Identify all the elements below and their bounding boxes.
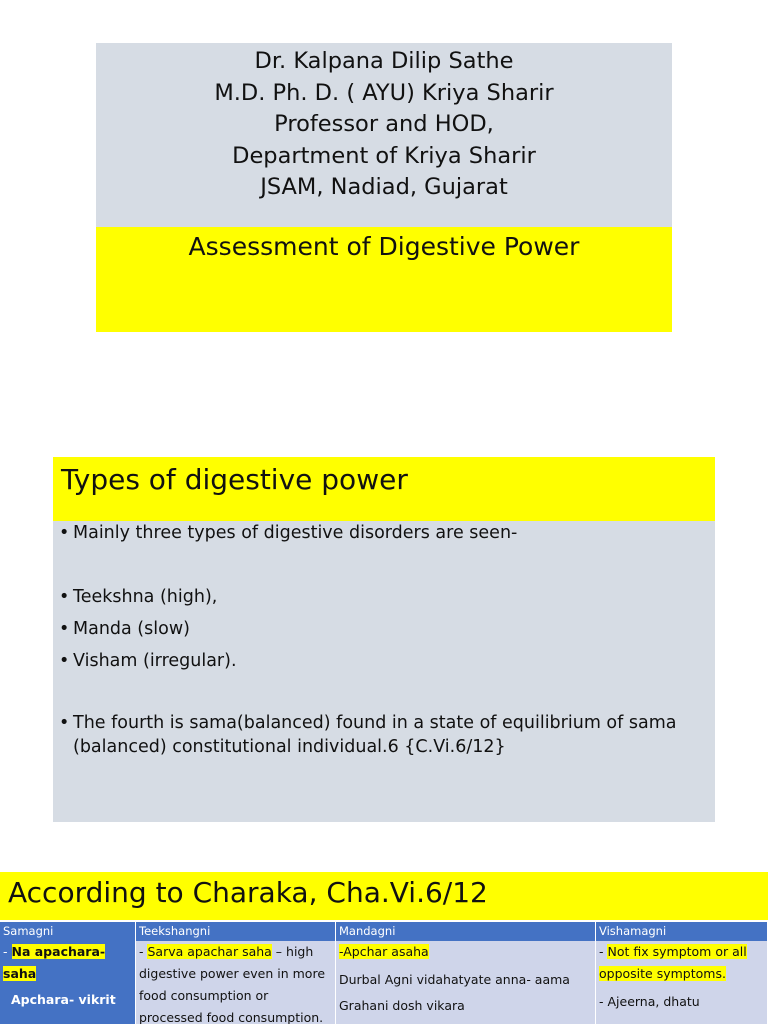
column-mandagni	[336, 922, 596, 1024]
vishamagni-cell	[596, 941, 768, 1024]
dash: -	[3, 944, 8, 959]
title-band	[96, 227, 672, 332]
highlight-text: Na apachara-	[11, 944, 106, 959]
type-text: Teekshna (high),	[73, 587, 218, 607]
intro-text: Mainly three types of digestive disorders are seen-	[73, 523, 518, 543]
samagni-note: Apchara- vikrit	[11, 992, 116, 1007]
fourth-text-line2: (balanced) constitutional individual.6 {C.Vi.6/12}	[73, 737, 506, 757]
bullet-type-1	[59, 585, 217, 609]
author-name: Dr. Kalpana Dilip Sathe	[254, 48, 514, 74]
charaka-header	[0, 872, 768, 920]
bullet-type-3	[59, 649, 237, 673]
bullet-icon: •	[59, 651, 70, 671]
column-header: Teekshangni	[136, 922, 336, 941]
bullet-intro	[59, 521, 517, 545]
cell-text: - Ajeerna, dhatu	[599, 994, 700, 1009]
teekshangni-cell	[136, 941, 336, 1024]
highlight-text: Not fix symptom or all	[607, 944, 747, 959]
author-position: Professor and HOD,	[274, 111, 494, 137]
presentation-title: Assessment of Digestive Power	[188, 232, 580, 261]
bullet-type-2	[59, 617, 190, 641]
highlight-text: opposite symptoms.	[599, 966, 726, 981]
charaka-heading: According to Charaka, Cha.Vi.6/12	[8, 876, 488, 909]
column-header: Mandagni	[336, 922, 596, 941]
cell-text: Grahani dosh vikara	[339, 998, 465, 1013]
column-header: Samagni	[0, 922, 136, 941]
bullet-icon: •	[59, 713, 70, 733]
cell-text: digestive power even in more	[139, 966, 326, 981]
dash: -	[139, 944, 148, 959]
agni-table	[0, 922, 768, 1024]
bullet-icon: •	[59, 619, 70, 639]
types-header	[53, 457, 715, 521]
fourth-continuation	[73, 735, 506, 759]
mandagni-cell	[336, 941, 596, 1024]
column-vishamagni	[596, 922, 768, 1024]
title-slide	[96, 43, 672, 332]
bullet-fourth	[59, 711, 676, 735]
cell-text: food consumption or	[139, 988, 269, 1003]
type-text: Manda (slow)	[73, 619, 190, 639]
author-degree: M.D. Ph. D. ( AYU) Kriya Sharir	[214, 79, 554, 106]
column-teekshangni	[136, 922, 336, 1024]
cell-text: Durbal Agni vidahatyate anna- aama	[339, 972, 570, 987]
fourth-text-line1: The fourth is sama(balanced) found in a state of equilibrium of sama	[73, 713, 677, 733]
types-slide	[53, 457, 715, 822]
types-heading: Types of digestive power	[61, 463, 408, 496]
type-text: Visham (irregular).	[73, 651, 237, 671]
author-institution: JSAM, Nadiad, Gujarat	[260, 174, 508, 200]
author-department: Department of Kriya Sharir	[232, 142, 536, 169]
cell-text: processed food consumption.	[139, 1010, 324, 1024]
column-header: Vishamagni	[596, 922, 768, 941]
highlight-text: -Apchar asaha	[339, 944, 429, 959]
column-samagni	[0, 922, 136, 1024]
highlight-text: Sarva apachar saha	[147, 944, 272, 959]
highlight-text: saha	[3, 966, 37, 981]
bullet-icon: •	[59, 587, 70, 607]
cell-text: – high	[271, 944, 314, 959]
samagni-cell	[0, 941, 136, 1024]
bullet-icon: •	[59, 523, 70, 543]
author-block	[96, 43, 672, 227]
dash: -	[599, 944, 608, 959]
